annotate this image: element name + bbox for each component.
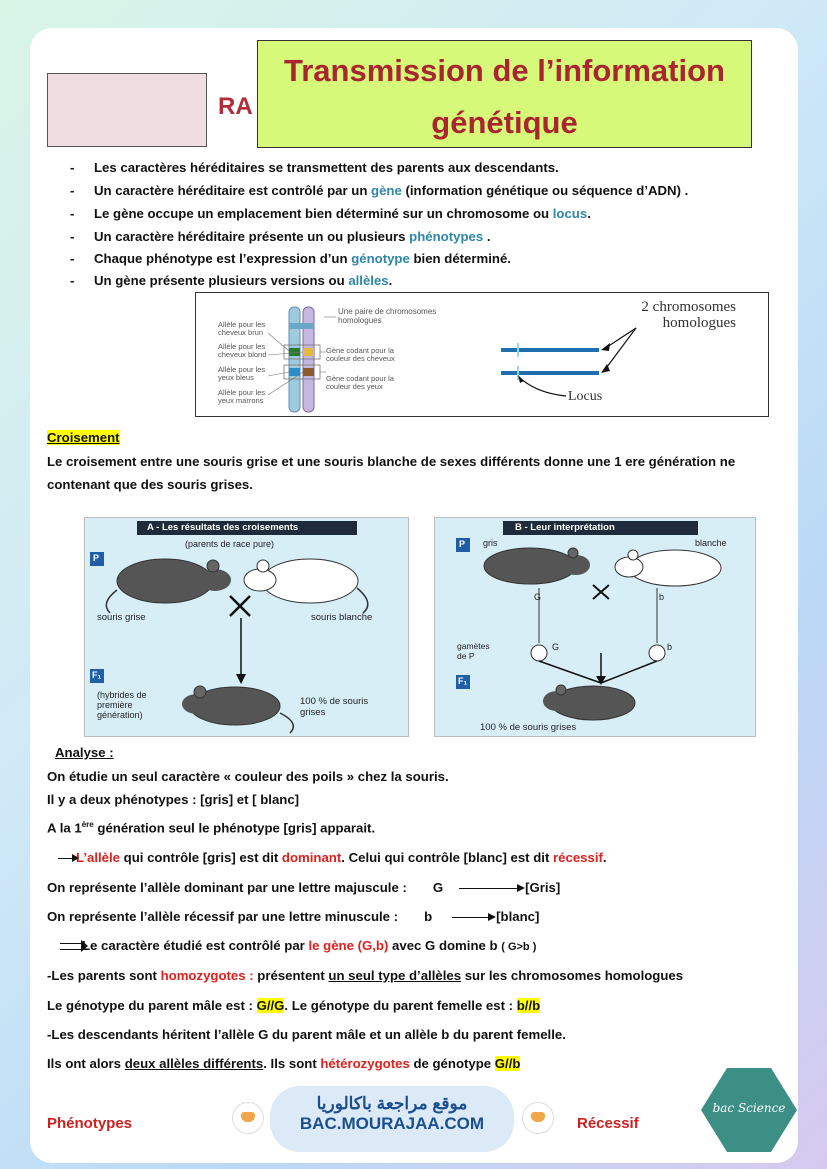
figure-b-G-top: G [534,592,542,602]
title-line2: génétique [431,105,578,140]
chromosomes-label: 2 chromosomes homologues [641,299,736,331]
analyse-line4: L’allèle qui contrôle [gris] est dit dominant. Celui qui contrôle [blanc] est dit récessif. [58,850,607,865]
figure-a [84,517,409,737]
analyse-line5: On représente l’allèle dominant par une lettre majuscule : G [Gris] [47,880,561,895]
bac-science-logo [697,1066,801,1154]
arrow-icon [58,858,76,859]
footer-left: Phénotypes [47,1115,133,1132]
site-logo-icon-right [522,1102,554,1134]
bullet-1: - Les caractères héréditaires se transmettent des parents aux descendants. [70,160,559,175]
footer-right: Récessif [577,1115,639,1132]
figure-a-title: A - Les résultats des croisements [147,522,299,533]
analyse-heading: Analyse : [55,745,114,760]
term-genotype: génotype [351,251,410,266]
figure-b-p: P [459,539,466,549]
locus-label: Locus [568,389,603,404]
allele-blue-eyes-label: Allèle pour les yeux bleus [218,365,266,382]
double-arrow-icon [60,943,82,950]
figure-b-blanche: blanche [695,538,727,548]
figure-a-p: P [93,553,100,563]
allele-brown-label: Allèle pour les cheveux brun [218,320,266,337]
bullet-2: - Un caractère héréditaire est contrôlé par un gène (information génétique ou séquence d’ADN) . [70,183,689,198]
site-url[interactable]: BAC.MOURAJAA.COM [299,1114,485,1133]
figure-a-gray-label: souris grise [97,612,146,623]
bullet-4: - Un caractère héréditaire présente un ou plusieurs phénotypes . [70,229,491,244]
title-line1: Transmission de l’information [284,53,725,88]
figure-b [434,517,756,737]
figure-b-gametes: gamètes de P [457,641,490,661]
analyse-line9: Le génotype du parent mâle est : G//G. Le génotype du parent femelle est : b//b [47,998,541,1013]
arrow-icon [459,888,523,889]
figure-a-result: 100 % de souris grises [300,696,369,718]
header-blank-box [47,73,207,147]
figure-b-title: B - Leur interprétation [515,522,615,533]
analyse-line1: On étudie un seul caractère « couleur des poils » chez la souris. [47,769,449,784]
figure-b-gris: gris [483,538,498,548]
figure-a-white-label: souris blanche [311,612,373,623]
site-logo-icon-left [232,1102,264,1134]
figure-b-result: 100 % de souris grises [480,722,577,733]
figure-b-illustration [435,518,755,736]
term-phenotypes: phénotypes [409,229,484,244]
arrow-icon [452,917,494,918]
site-arabic: موقع مراجعة باكالوريا [316,1094,468,1113]
title-box [257,40,752,148]
bullet-5: - Chaque phénotype est l’expression d’un génotype bien déterminé. [70,251,511,266]
analyse-line6: On représente l’allèle récessif par une lettre minuscule : b [blanc] [47,909,540,924]
figure-b-b-top: b [659,592,665,602]
term-alleles: allèles [348,273,389,288]
gene-eyes-label: Gène codant pour la couleur des yeux [326,374,394,391]
term-locus: locus [552,206,588,221]
analyse-line3: A la 1ère génération seul le phénotype [gris] apparait. [47,820,376,836]
allele-blond-label: Allèle pour les cheveux blond [218,342,267,359]
term-gene: gène [371,183,402,198]
allele-brown-eyes-label: Allèle pour les yeux marrons [218,388,266,405]
pair-label: Une paire de chromosomes homologues [338,307,437,325]
figure-a-subtitle: (parents de race pure) [185,539,275,549]
analyse-line7: Le caractère étudié est contrôlé par le gène (G,b) avec G domine b ( G>b ) [60,938,536,953]
bullet-6: - Un gène présente plusieurs versions ou allèles. [70,273,393,288]
analyse-line2: Il y a deux phénotypes : [gris] et [ blanc] [47,792,300,807]
figure-b-f1: F₁ [458,676,468,686]
chromosome-figure [195,292,769,417]
figure-a-hybrid-label: (hybrides de première génération) [97,690,147,720]
analyse-line8: -Les parents sont homozygotes : présentent un seul type d’allèles sur les chromosomes homologues [47,968,684,983]
analyse-line10: -Les descendants héritent l’allèle G du parent mâle et un allèle b du parent femelle. [47,1027,566,1042]
gene-hair-label: Gène codant pour la couleur des cheveux [326,346,395,363]
figure-b-G-gamete: G [552,642,560,652]
figure-b-b-gamete: b [667,642,673,652]
croisement-heading: Croisement [47,430,120,445]
logo-text: bac Science [712,1101,786,1115]
bullet-3: - Le gène occupe un emplacement bien déterminé sur un chromosome ou locus. [70,206,591,221]
figure-a-f1: F₁ [92,670,102,680]
site-banner[interactable] [270,1086,514,1152]
analyse-line11: Ils ont alors deux allèles différents. Ils sont hétérozygotes de génotype G//b [47,1056,521,1071]
header-ra: RA [218,93,253,120]
croisement-line1: Le croisement entre une souris grise et une souris blanche de sexes différents donne une 1 ere génération ne [47,454,736,469]
croisement-line2: contenant que des souris grises. [47,477,253,492]
